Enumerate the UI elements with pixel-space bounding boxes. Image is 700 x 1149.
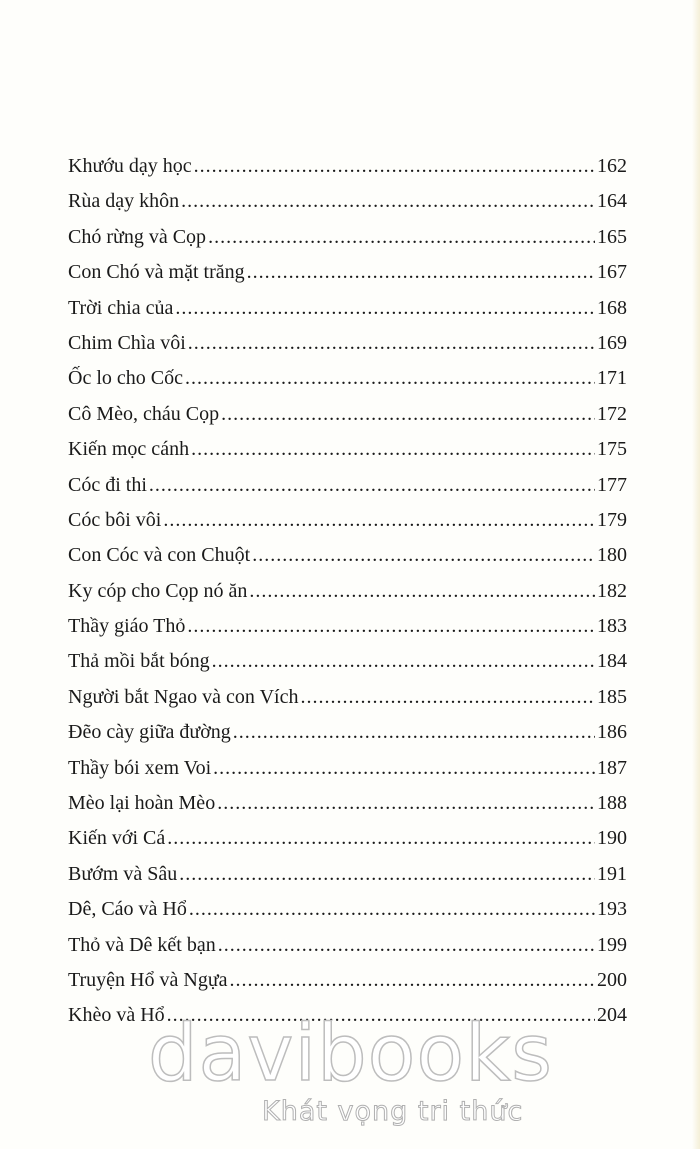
toc-entry-page: 186 [597, 721, 627, 744]
toc-entry-title: Rùa dạy khôn [68, 190, 180, 213]
toc-dot-leader [175, 297, 595, 320]
toc-entry [68, 969, 627, 1004]
toc-entry-page: 171 [597, 367, 627, 390]
toc-entry-title: Khướu dạy học [68, 155, 192, 177]
toc-dot-leader [189, 898, 595, 921]
toc-entry [68, 721, 627, 756]
watermark-tagline: Khát vọng tri thức [262, 1096, 524, 1127]
toc-entry [68, 757, 627, 792]
page-edge-shade [692, 0, 700, 1149]
toc-entry-title: Cóc bôi vôi [68, 508, 162, 531]
toc-dot-leader [218, 934, 595, 957]
toc-entry [68, 615, 627, 650]
toc-entry [68, 226, 627, 261]
toc-entry-title: Đẽo cày giữa đường [68, 721, 231, 744]
toc-entry-title: Người bắt Ngao và con Vích [68, 685, 299, 708]
toc-entry-page: 177 [597, 473, 627, 496]
toc-entry [68, 792, 627, 827]
toc-entry-page: 165 [597, 225, 627, 248]
toc-dot-leader [181, 190, 595, 213]
toc-entry [68, 438, 627, 473]
toc-dot-leader [233, 721, 595, 744]
toc-dot-leader [230, 969, 595, 992]
toc-entry [68, 332, 627, 367]
toc-dot-leader [163, 509, 595, 532]
toc-entry [68, 898, 627, 933]
toc-entry-page: 193 [597, 898, 627, 921]
toc-entry-title: Cô Mèo, cháu Cọp [68, 402, 220, 425]
toc-entry-page: 179 [597, 508, 627, 531]
toc-entry [68, 686, 627, 721]
toc-entry [68, 261, 627, 296]
toc-entry-title: Thầy bói xem Voi [68, 756, 212, 779]
toc-entry-page: 180 [597, 544, 627, 567]
toc-entry [68, 580, 627, 615]
table-of-contents [68, 155, 627, 1040]
toc-dot-leader [194, 155, 595, 178]
toc-entry [68, 544, 627, 579]
toc-entry-page: 190 [597, 827, 627, 850]
toc-entry-title: Dê, Cáo và Hổ [68, 898, 187, 921]
toc-entry-title: Cóc đi thi [68, 473, 147, 496]
toc-entry-page: 175 [597, 438, 627, 461]
toc-entry-page: 167 [597, 261, 627, 284]
toc-entry-title: Truyện Hổ và Ngựa [68, 968, 228, 991]
toc-dot-leader [188, 332, 595, 355]
toc-entry [68, 367, 627, 402]
toc-entry-page: 188 [597, 792, 627, 815]
toc-entry [68, 650, 627, 685]
toc-dot-leader [167, 827, 595, 850]
toc-entry [68, 474, 627, 509]
toc-entry [68, 155, 627, 190]
toc-entry-title: Ốc lo cho Cốc [68, 367, 183, 390]
toc-entry-title: Khèo và Hổ [68, 1004, 165, 1027]
toc-entry-title: Mèo lại hoàn Mèo [68, 792, 216, 815]
toc-dot-leader [249, 580, 595, 603]
toc-entry-page: 183 [597, 615, 627, 638]
toc-entry-page: 200 [597, 968, 627, 991]
toc-entry [68, 297, 627, 332]
toc-dot-leader [191, 438, 595, 461]
toc-entry-page: 204 [597, 1004, 627, 1027]
watermark-logo: davibooks [148, 1009, 553, 1099]
toc-entry-page: 172 [597, 402, 627, 425]
toc-entry-page: 164 [597, 190, 627, 213]
toc-dot-leader [149, 474, 595, 497]
toc-dot-leader [179, 863, 595, 886]
toc-entry-page: 168 [597, 296, 627, 319]
toc-dot-leader [247, 261, 595, 284]
toc-entry-title: Kiến mọc cánh [68, 438, 190, 461]
toc-entry-page: 185 [597, 685, 627, 708]
toc-entry-title: Trời chia của [68, 296, 174, 319]
toc-dot-leader [213, 757, 595, 780]
toc-entry-page: 182 [597, 579, 627, 602]
toc-entry [68, 827, 627, 862]
toc-entry-page: 169 [597, 331, 627, 354]
toc-dot-leader [221, 403, 595, 426]
toc-entry [68, 509, 627, 544]
toc-dot-leader [187, 615, 595, 638]
toc-entry [68, 934, 627, 969]
toc-dot-leader [208, 226, 595, 249]
toc-entry [68, 190, 627, 225]
toc-dot-leader [252, 544, 595, 567]
toc-dot-leader [212, 650, 595, 673]
toc-entry-title: Con Chó và mặt trăng [68, 261, 245, 284]
toc-entry-title: Thầy giáo Thỏ [68, 615, 186, 638]
toc-dot-leader [217, 792, 595, 815]
toc-entry [68, 403, 627, 438]
toc-entry-title: Kiến với Cá [68, 827, 166, 850]
toc-entry-title: Thả mồi bắt bóng [68, 650, 210, 673]
toc-entry-page: 191 [597, 862, 627, 885]
toc-entry-page: 184 [597, 650, 627, 673]
toc-entry-title: Bướm và Sâu [68, 862, 178, 885]
toc-entry-title: Con Cóc và con Chuột [68, 544, 251, 567]
toc-entry-title: Thỏ và Dê kết bạn [68, 933, 216, 956]
toc-entry-page: 199 [597, 933, 627, 956]
toc-entry-page: 162 [597, 155, 627, 177]
toc-dot-leader [300, 686, 595, 709]
toc-entry-page: 187 [597, 756, 627, 779]
toc-entry-title: Chim Chìa vôi [68, 331, 186, 354]
watermark [148, 1009, 553, 1127]
toc-entry-title: Chó rừng và Cọp [68, 225, 207, 248]
toc-entry-title: Ky cóp cho Cọp nó ăn [68, 579, 248, 602]
toc-dot-leader [185, 367, 595, 390]
toc-entry [68, 863, 627, 898]
